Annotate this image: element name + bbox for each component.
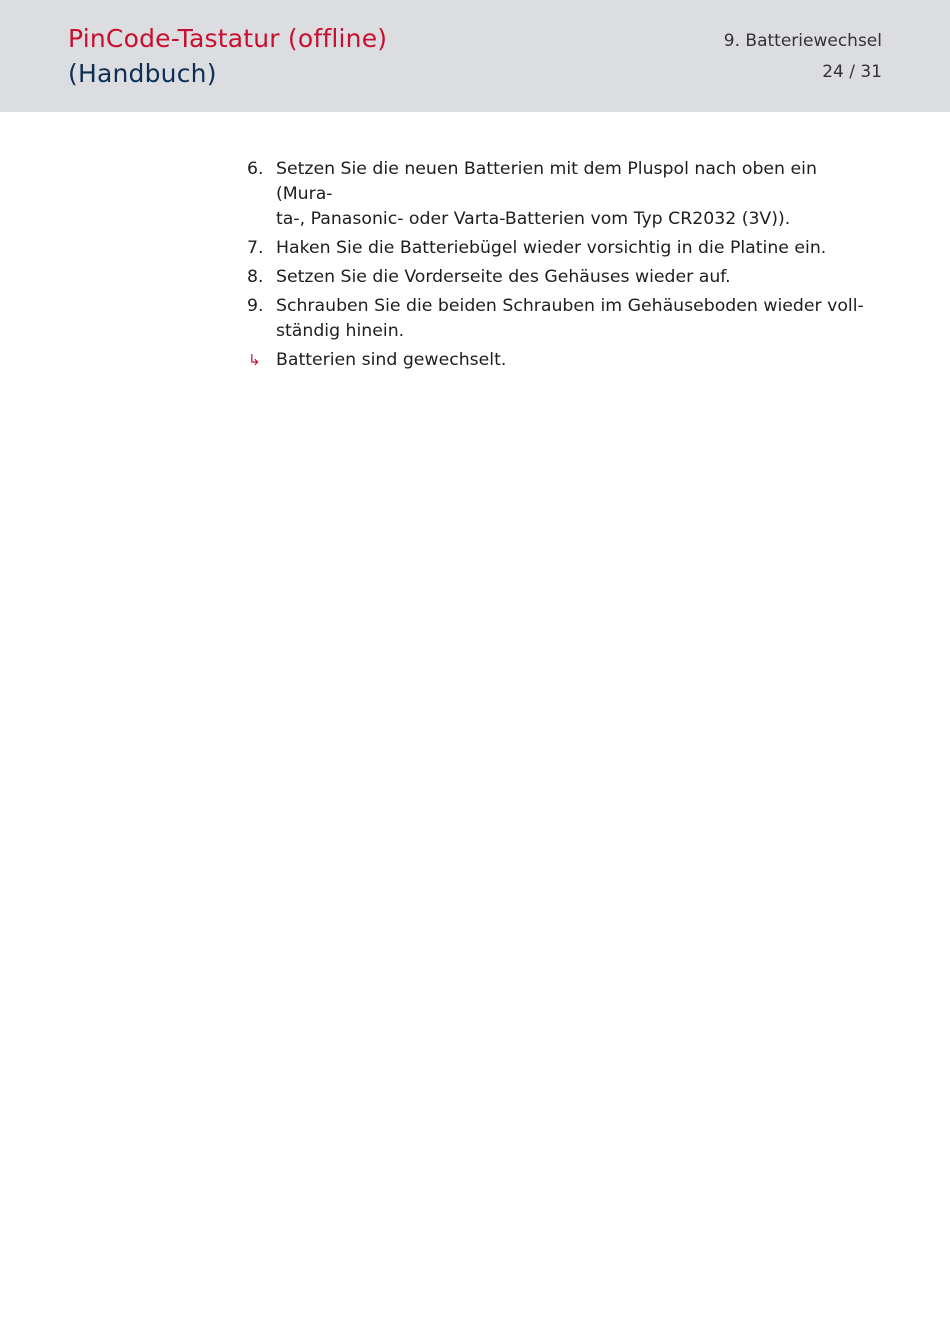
step-9 bbox=[247, 294, 867, 344]
step-text: Haken Sie die Batteriebügel wieder vorsichtig in die Platine ein. bbox=[276, 238, 827, 258]
instruction-list bbox=[247, 157, 867, 377]
step-number: 6. bbox=[247, 159, 264, 179]
step-number: 9. bbox=[247, 296, 264, 316]
result-item bbox=[247, 348, 867, 373]
step-text: Setzen Sie die Vorderseite des Gehäuses wieder auf. bbox=[276, 267, 731, 287]
step-text-line: ta-, Panasonic- oder Varta-Batterien vom Typ CR2032 (3V)). bbox=[276, 209, 791, 229]
document-title: PinCode-Tastatur (offline) bbox=[68, 24, 388, 53]
step-text-line: ständig hinein. bbox=[276, 321, 405, 341]
result-arrow-icon: ↳ bbox=[248, 351, 261, 369]
result-text: Batterien sind gewechselt. bbox=[276, 350, 507, 370]
step-number: 7. bbox=[247, 238, 264, 258]
step-text-line: Setzen Sie die neuen Batterien mit dem Pluspol nach oben ein (Mura- bbox=[276, 159, 817, 204]
page-header bbox=[0, 0, 950, 112]
step-7 bbox=[247, 236, 867, 261]
step-number: 8. bbox=[247, 267, 264, 287]
page-number: 24 / 31 bbox=[822, 62, 882, 82]
step-8 bbox=[247, 265, 867, 290]
document-subtitle: (Handbuch) bbox=[68, 59, 217, 88]
step-text-line: Schrauben Sie die beiden Schrauben im Gehäuseboden wieder voll- bbox=[276, 296, 864, 316]
step-6 bbox=[247, 157, 867, 232]
chapter-title: 9. Batteriewechsel bbox=[723, 31, 882, 51]
